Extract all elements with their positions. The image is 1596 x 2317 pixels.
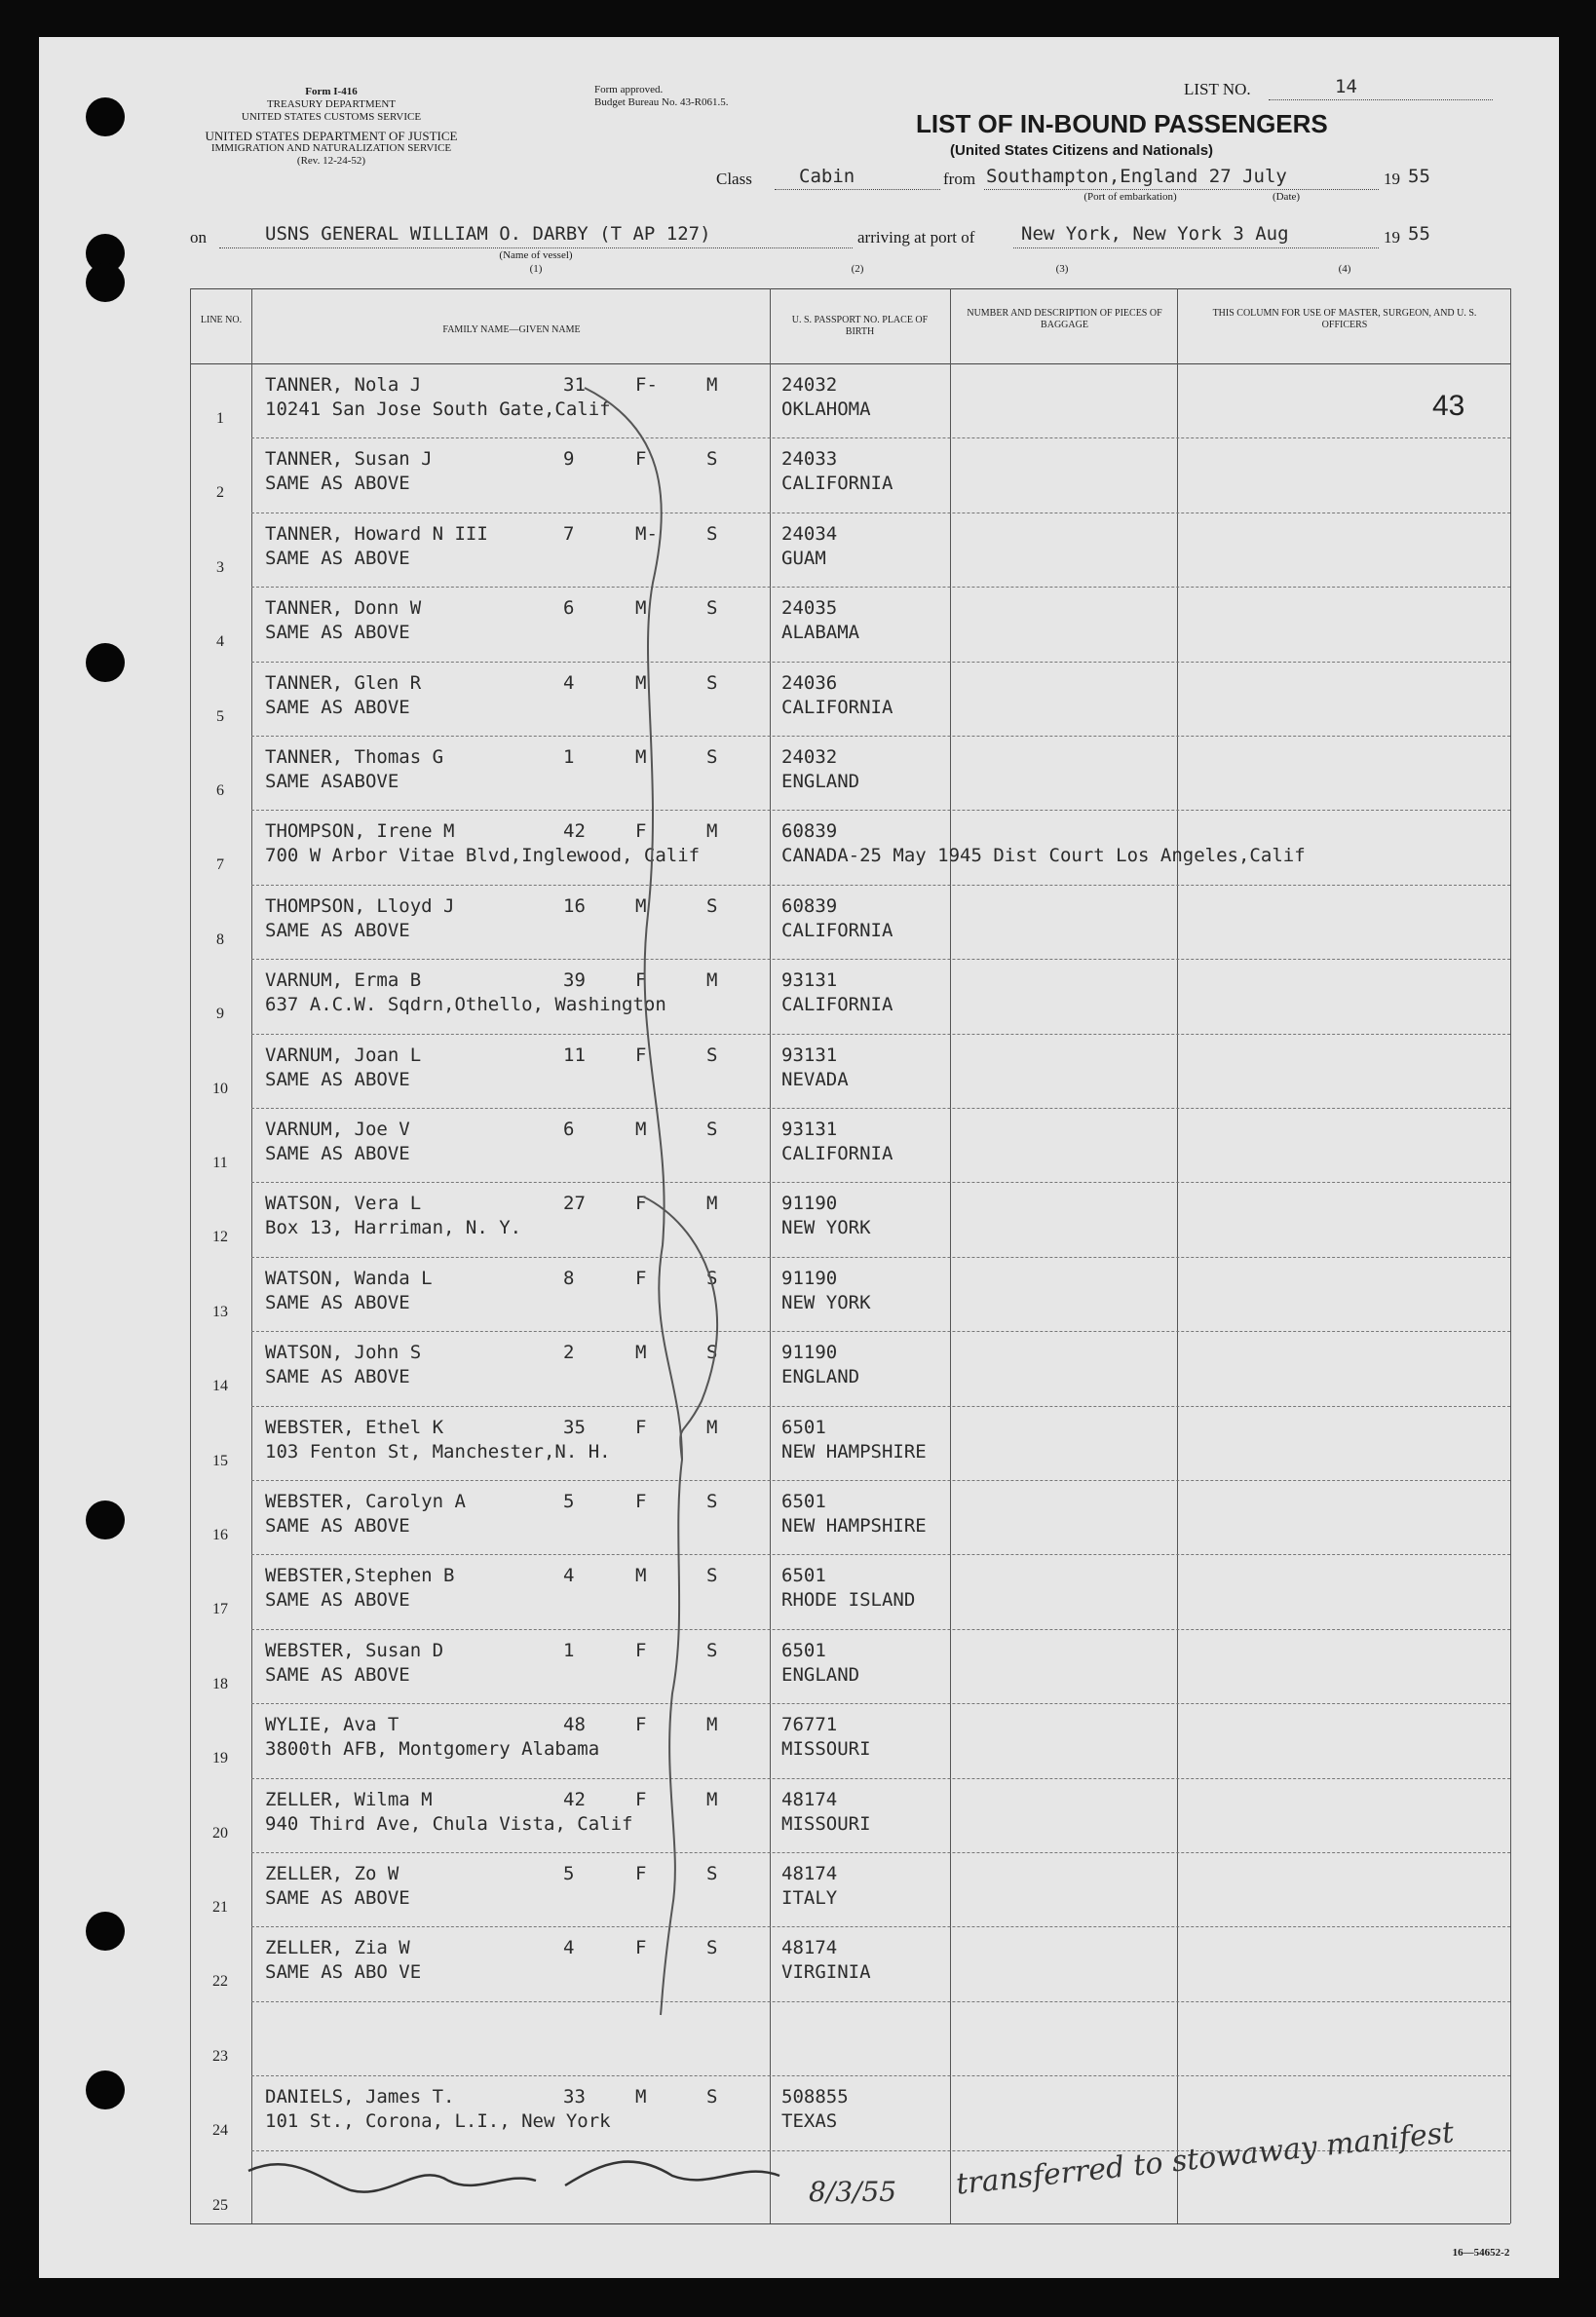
- line-number: 24: [212, 2122, 228, 2140]
- passenger-address: SAME AS ABOVE: [265, 919, 410, 941]
- passenger-address: SAME AS ABOVE: [265, 1589, 410, 1612]
- passenger-address: SAME AS ABOVE: [265, 473, 410, 495]
- line-number: 6: [216, 782, 224, 799]
- place-of-birth: MISSOURI: [781, 1812, 871, 1835]
- passenger-address: SAME AS ABOVE: [265, 1291, 410, 1313]
- passenger-sex: F: [635, 1788, 647, 1810]
- line-number: 9: [216, 1006, 224, 1023]
- justice-dept: UNITED STATES DEPARTMENT OF JUSTICE: [205, 129, 458, 143]
- passenger-sex: M: [635, 746, 647, 768]
- place-of-birth: NEW HAMPSHIRE: [781, 1440, 927, 1462]
- line-number: 16: [212, 1527, 228, 1543]
- marital-status: S: [706, 522, 718, 545]
- passenger-age: 42: [563, 1788, 586, 1810]
- passport-number: 24036: [781, 671, 838, 694]
- passenger-address: 940 Third Ave, Chula Vista, Calif: [265, 1812, 633, 1835]
- place-of-birth: VIRGINIA: [781, 1961, 871, 1984]
- marital-status: S: [706, 746, 718, 768]
- treasury-dept: TREASURY DEPARTMENT: [266, 98, 397, 110]
- place-of-birth: ENGLAND: [781, 771, 860, 792]
- place-of-birth: CANADA-25 May 1945 Dist Court Los Angeles,Calif: [781, 845, 1306, 867]
- marital-status: S: [706, 1044, 718, 1066]
- passenger-name: VARNUM, Joan L: [265, 1044, 422, 1066]
- from-label: from: [943, 170, 976, 188]
- passenger-sex: F: [635, 1193, 647, 1215]
- punch-hole: [86, 1500, 125, 1539]
- form-approved: Form approved.: [594, 84, 664, 95]
- form-subtitle: (United States Citizens and Nationals): [950, 142, 1214, 159]
- passport-number: 91190: [781, 1193, 838, 1215]
- passenger-name: TANNER, Thomas G: [265, 746, 444, 768]
- passenger-address: 10241 San Jose South Gate,Calif: [265, 399, 611, 420]
- line-number: 4: [216, 633, 224, 651]
- passenger-age: 6: [563, 1119, 575, 1140]
- passenger-age: 5: [563, 1863, 575, 1884]
- form-revision: (Rev. 12-24-52): [296, 155, 366, 167]
- marital-status: M: [706, 1193, 718, 1215]
- passenger-sex: M: [635, 894, 647, 917]
- from-value: Southampton,England 27 July: [986, 166, 1287, 187]
- place-of-birth: NEW YORK: [781, 1217, 871, 1239]
- passenger-sex: M: [635, 1565, 647, 1587]
- place-of-birth: NEW HAMPSHIRE: [781, 1515, 927, 1537]
- passenger-sex: F: [635, 969, 647, 992]
- passenger-name: ZELLER, Wilma M: [265, 1788, 433, 1810]
- marital-status: S: [706, 1565, 718, 1587]
- marital-status: S: [706, 1342, 718, 1364]
- marital-status: S: [706, 597, 718, 620]
- passport-number: 24034: [781, 522, 838, 545]
- line-number: 3: [216, 558, 224, 576]
- passenger-age: 1: [563, 746, 575, 768]
- marital-status: M: [706, 1416, 718, 1438]
- line-number: 21: [212, 1899, 228, 1916]
- passenger-address: Box 13, Harriman, N. Y.: [265, 1217, 522, 1239]
- passenger-address: 700 W Arbor Vitae Blvd,Inglewood, Calif: [265, 845, 701, 867]
- passenger-name: WATSON, Wanda L: [265, 1267, 433, 1289]
- signature-stroke-2: [565, 2162, 779, 2185]
- passport-number: 48174: [781, 1788, 838, 1810]
- passenger-name: WYLIE, Ava T: [265, 1714, 399, 1736]
- arrival-port: New York, New York 3 Aug: [1021, 223, 1289, 245]
- place-of-birth: CALIFORNIA: [781, 919, 893, 941]
- passport-number: 6501: [781, 1416, 826, 1438]
- line-number: 17: [212, 1601, 228, 1618]
- passenger-name: ZELLER, Zo W: [265, 1863, 399, 1884]
- passenger-name: DANIELS, James T.: [265, 2086, 455, 2108]
- passenger-address: SAME AS ABOVE: [265, 1143, 410, 1164]
- passport-number: 76771: [781, 1714, 838, 1736]
- passenger-address: SAME AS ABOVE: [265, 1663, 410, 1686]
- passenger-sex: M: [635, 597, 647, 620]
- date-caption: (Date): [1272, 191, 1301, 203]
- passenger-age: 5: [563, 1491, 575, 1512]
- passenger-name: TANNER, Nola J: [265, 374, 422, 396]
- class-label: Class: [716, 170, 752, 188]
- vessel-name: USNS GENERAL WILLIAM O. DARBY (T AP 127): [265, 223, 711, 245]
- line-number: 10: [212, 1080, 228, 1097]
- year-prefix-2: 19: [1384, 228, 1400, 247]
- place-of-birth: ENGLAND: [781, 1663, 860, 1686]
- marital-status: M: [706, 374, 718, 396]
- passenger-age: 7: [563, 522, 575, 545]
- place-of-birth: TEXAS: [781, 2110, 838, 2133]
- line-number: 5: [216, 707, 224, 725]
- signature-stroke-1: [248, 2164, 536, 2191]
- passport-number: 24035: [781, 597, 838, 620]
- passenger-address: SAME ASABOVE: [265, 771, 399, 792]
- passenger-sex: F: [635, 1639, 647, 1661]
- passport-number: 93131: [781, 1044, 838, 1066]
- passenger-sex: F: [635, 1714, 647, 1736]
- line-number: 18: [212, 1675, 228, 1692]
- passenger-sex: M: [635, 1119, 647, 1140]
- place-of-birth: ENGLAND: [781, 1366, 860, 1388]
- passenger-sex: F: [635, 1044, 647, 1066]
- passenger-age: 11: [563, 1044, 586, 1066]
- passport-number: 93131: [781, 1119, 838, 1140]
- passport-number: 24033: [781, 448, 838, 471]
- passenger-age: 1: [563, 1639, 575, 1661]
- passenger-age: 6: [563, 597, 575, 620]
- form-id: Form I-416: [305, 86, 358, 97]
- list-no-value: 14: [1335, 76, 1357, 97]
- passenger-name: VARNUM, Joe V: [265, 1119, 410, 1140]
- list-no-label: LIST NO.: [1184, 80, 1251, 98]
- vessel-caption: (Name of vessel): [499, 249, 573, 261]
- header-baggage: NUMBER AND DESCRIPTION OF PIECES OF BAGGAGE: [967, 308, 1162, 330]
- passenger-sex: F: [635, 1267, 647, 1289]
- passenger-age: 33: [563, 2086, 586, 2108]
- passenger-address: SAME AS ABO VE: [265, 1961, 422, 1984]
- place-of-birth: NEVADA: [781, 1068, 849, 1090]
- passenger-sex: F-: [635, 374, 658, 396]
- year-2: 55: [1408, 223, 1430, 245]
- marital-status: M: [706, 1788, 718, 1810]
- marital-status: S: [706, 1937, 718, 1959]
- header-name: FAMILY NAME—GIVEN NAME: [442, 324, 581, 335]
- handwriting-overlay: [39, 37, 1559, 2278]
- marital-status: S: [706, 1863, 718, 1884]
- passenger-name: TANNER, Glen R: [265, 671, 422, 694]
- marital-status: M: [706, 969, 718, 992]
- marital-status: S: [706, 894, 718, 917]
- marital-status: S: [706, 1119, 718, 1140]
- passenger-address: SAME AS ABOVE: [265, 622, 410, 644]
- place-of-birth: ALABAMA: [781, 622, 860, 644]
- col-1-ref: (1): [529, 263, 543, 275]
- passenger-sex: F: [635, 1491, 647, 1512]
- passenger-address: 3800th AFB, Montgomery Alabama: [265, 1738, 600, 1761]
- passenger-age: 39: [563, 969, 586, 992]
- place-of-birth: CALIFORNIA: [781, 994, 893, 1016]
- passport-number: 48174: [781, 1863, 838, 1884]
- passenger-name: TANNER, Donn W: [265, 597, 422, 620]
- passenger-sex: F: [635, 448, 647, 471]
- passport-number: 91190: [781, 1267, 838, 1289]
- signature-date: 8/3/55: [809, 2176, 897, 2208]
- budget-bureau: Budget Bureau No. 43-R061.5.: [594, 96, 729, 108]
- passenger-address: SAME AS ABOVE: [265, 547, 410, 569]
- passenger-age: 4: [563, 1565, 575, 1587]
- passport-number: 24032: [781, 374, 838, 396]
- passport-number: 508855: [781, 2086, 849, 2108]
- passenger-name: WEBSTER, Susan D: [265, 1639, 444, 1661]
- place-of-birth: NEW YORK: [781, 1291, 871, 1313]
- passenger-age: 2: [563, 1342, 575, 1364]
- passenger-address: SAME AS ABOVE: [265, 1515, 410, 1537]
- place-of-birth: CALIFORNIA: [781, 473, 893, 495]
- passenger-sex: M: [635, 2086, 647, 2108]
- footer-code: 16—54652-2: [1452, 2247, 1510, 2259]
- place-of-birth: CALIFORNIA: [781, 696, 893, 718]
- passport-number: 60839: [781, 820, 838, 843]
- passenger-sex: M: [635, 671, 647, 694]
- passenger-age: 35: [563, 1416, 586, 1438]
- page-number: 43: [1432, 390, 1465, 422]
- punch-hole: [86, 263, 125, 302]
- passenger-age: 27: [563, 1193, 586, 1215]
- passenger-name: THOMPSON, Irene M: [265, 820, 455, 843]
- transfer-note: transferred to stowaway manifest: [954, 2115, 1456, 2202]
- punch-hole: [86, 1912, 125, 1951]
- passport-number: 24032: [781, 746, 838, 768]
- line-number: 22: [212, 1973, 228, 1991]
- passenger-age: 31: [563, 374, 586, 396]
- passenger-sex: F: [635, 820, 647, 843]
- passenger-name: WEBSTER,Stephen B: [265, 1565, 455, 1587]
- line-number: 20: [212, 1824, 228, 1842]
- passenger-sex: M-: [635, 522, 658, 545]
- manifest-page: [39, 37, 1559, 2278]
- line-number: 13: [212, 1303, 228, 1320]
- marital-status: S: [706, 671, 718, 694]
- marital-status: M: [706, 820, 718, 843]
- line-number: 14: [212, 1378, 228, 1395]
- line-number: 15: [212, 1452, 228, 1469]
- passenger-name: TANNER, Howard N III: [265, 522, 488, 545]
- passenger-sex: F: [635, 1937, 647, 1959]
- line-number: 25: [212, 2196, 228, 2214]
- header-passport: U. S. PASSPORT NO. PLACE OF BIRTH: [791, 315, 929, 337]
- marital-status: S: [706, 2086, 718, 2108]
- passenger-age: 4: [563, 1937, 575, 1959]
- col-2-ref: (2): [851, 263, 864, 275]
- line-number: 7: [216, 856, 224, 874]
- punch-hole: [86, 2070, 125, 2109]
- line-number: 1: [216, 410, 224, 427]
- passenger-age: 9: [563, 448, 575, 471]
- place-of-birth: OKLAHOMA: [781, 399, 871, 420]
- passenger-age: 4: [563, 671, 575, 694]
- year-1: 55: [1408, 166, 1430, 187]
- passport-number: 93131: [781, 969, 838, 992]
- place-of-birth: MISSOURI: [781, 1738, 871, 1761]
- line-number: 2: [216, 484, 224, 502]
- year-prefix-1: 19: [1384, 170, 1400, 188]
- passenger-address: SAME AS ABOVE: [265, 1887, 410, 1909]
- passport-number: 48174: [781, 1937, 838, 1959]
- class-value: Cabin: [799, 166, 855, 187]
- ins-service: IMMIGRATION AND NATURALIZATION SERVICE: [210, 142, 452, 154]
- passenger-name: VARNUM, Erma B: [265, 969, 422, 992]
- passport-number: 6501: [781, 1639, 826, 1661]
- line-number: 23: [212, 2047, 228, 2065]
- passenger-address: 103 Fenton St, Manchester,N. H.: [265, 1440, 611, 1462]
- passenger-age: 16: [563, 894, 586, 917]
- passenger-age: 8: [563, 1267, 575, 1289]
- passenger-name: WEBSTER, Ethel K: [265, 1416, 444, 1438]
- col-3-ref: (3): [1055, 263, 1069, 275]
- passport-number: 6501: [781, 1491, 826, 1512]
- customs-service: UNITED STATES CUSTOMS SERVICE: [241, 111, 422, 123]
- passport-number: 6501: [781, 1565, 826, 1587]
- check-mark-line: [585, 388, 682, 2015]
- passenger-sex: F: [635, 1416, 647, 1438]
- passenger-address: 637 A.C.W. Sqdrn,Othello, Washington: [265, 994, 666, 1016]
- line-number: 12: [212, 1229, 228, 1246]
- arriving-label: arriving at port of: [857, 228, 975, 247]
- header-line-no: LINE NO.: [200, 315, 243, 325]
- passenger-name: ZELLER, Zia W: [265, 1937, 410, 1959]
- port-caption: (Port of embarkation): [1083, 191, 1177, 203]
- passport-number: 91190: [781, 1342, 838, 1364]
- line-number: 11: [212, 1155, 228, 1171]
- passenger-address: SAME AS ABOVE: [265, 696, 410, 718]
- passport-number: 60839: [781, 894, 838, 917]
- place-of-birth: CALIFORNIA: [781, 1143, 893, 1164]
- line-number: 19: [212, 1750, 228, 1767]
- place-of-birth: ITALY: [781, 1887, 838, 1909]
- line-number: 8: [216, 931, 224, 948]
- marital-status: S: [706, 1267, 718, 1289]
- col-4-ref: (4): [1338, 263, 1351, 275]
- on-label: on: [190, 228, 207, 247]
- passenger-name: WEBSTER, Carolyn A: [265, 1491, 466, 1512]
- marital-status: S: [706, 448, 718, 471]
- passenger-sex: F: [635, 1863, 647, 1884]
- passenger-sex: M: [635, 1342, 647, 1364]
- passenger-age: 42: [563, 820, 586, 843]
- marital-status: S: [706, 1491, 718, 1512]
- marital-status: S: [706, 1639, 718, 1661]
- passenger-age: 48: [563, 1714, 586, 1736]
- passenger-name: TANNER, Susan J: [265, 448, 433, 471]
- punch-hole: [86, 643, 125, 682]
- passenger-address: SAME AS ABOVE: [265, 1366, 410, 1388]
- passenger-name: THOMPSON, Lloyd J: [265, 894, 455, 917]
- place-of-birth: RHODE ISLAND: [781, 1589, 916, 1612]
- marital-status: M: [706, 1714, 718, 1736]
- place-of-birth: GUAM: [781, 547, 826, 569]
- header-officers: THIS COLUMN FOR USE OF MASTER, SURGEON, AND U. S. OFFICERS: [1212, 308, 1477, 330]
- passenger-name: WATSON, John S: [265, 1342, 422, 1364]
- passenger-address: 101 St., Corona, L.I., New York: [265, 2110, 611, 2133]
- punch-hole: [86, 97, 125, 136]
- passenger-name: WATSON, Vera L: [265, 1193, 422, 1215]
- passenger-address: SAME AS ABOVE: [265, 1068, 410, 1090]
- form-title: LIST OF IN-BOUND PASSENGERS: [916, 109, 1328, 138]
